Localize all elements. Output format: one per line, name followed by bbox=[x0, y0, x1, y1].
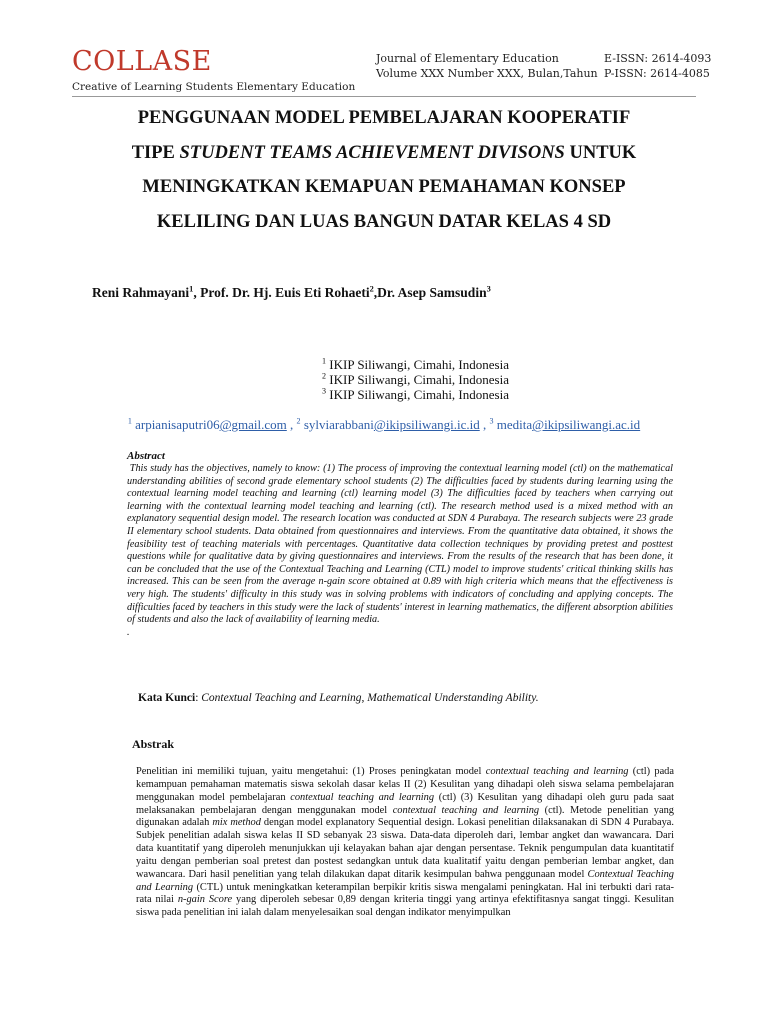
abstrak-italic-3: contextual teaching and learning bbox=[392, 804, 540, 816]
abstract-intro: This study has the objectives, namely to know: bbox=[129, 463, 324, 474]
author-3: ,Dr. Asep Samsudin bbox=[373, 285, 487, 300]
affiliation-1 bbox=[322, 357, 509, 372]
email-2[interactable] bbox=[297, 417, 480, 432]
abstrak-seg-4: (ctl). Metode penelitian yang digunakan adalah bbox=[136, 804, 674, 829]
abstrak-seg-5: dengan model explanatory Sequential design. Lokasi penelitian dilaksanakan di SDN 4 Purabaya. Subjek penelitian adalah siswa kelas II SD sebanyak 23 siswa. Data-data diperoleh dari, lembar angket dan wawancara. Dari data kuantitatif yang diperoleh menunjukkan uji kelayakan bahan ajar dengan persentase. Teknik pengumpulan data kuantitatif yaitu dengan pemberian soal pretest dan postest sedangkan untuk data kualitatif yaitu dengan pemberian lembar angket, dan wawancara. Dari hasil penelitian yang telah dilakukan dapat ditarik kesimpulan bahwa penggunaan model bbox=[136, 817, 675, 880]
header-divider bbox=[72, 96, 696, 97]
abstract-text: (1) The process of improving the contextual learning model (ctl) on the mathematical understanding abilities of second grade elementary school students (2) The difficulties faced by students during learning using the contextual learning model teaching and learning (ctl) learning model (3) The difficulties faced by teachers when carrying out learning with the contextual learning model teaching and learning (ctl). The research method used is a mixed method with an explanatory sequential design model. The research location was conducted at SDN 4 Purabaya. The research subjects were 23 grade II elementary school students. Data obtained from questionnaires and interviews. From the quantitative data obtained, it shows the feasibility test of teaching materials with percentages. Quantitative data collection techniques by providing pretest and posttest questions while for qualitative data by giving questionnaires and interviews. From the results of the research that has been done, it can be concluded that the use of the Contextual Teaching and Learning (CTL) model to improve students' critical thinking skills has increased. This can be seen from the average n-gain score obtained at 0.89 with high criteria which means that the effectiveness is very high. The students' difficulty in this study was in solving problems with indicators of concluding and applying concepts. The difficulties faced by teachers in this study were the lack of students' interest in learning mathematics, the different absorption abilities of students and also the lack of availability of learning media. bbox=[127, 463, 674, 626]
author-list bbox=[92, 285, 491, 301]
email-separator-2: , bbox=[479, 417, 490, 432]
author-3-sup: 3 bbox=[486, 284, 491, 294]
abstrak-seg-2: (ctl) pada kemampuan pemahaman matematis siswa sekolah dasar kelas II (2) Kesulitan yang dihadapi oleh siswa selama pembelajaran menggunakan model pembelajaran bbox=[136, 766, 674, 803]
journal-tagline: Creative of Learning Students Elementary Education bbox=[72, 81, 356, 93]
email-separator-1: , bbox=[286, 417, 297, 432]
author-1: Reni Rahmayani bbox=[92, 285, 190, 300]
pissn: P-ISSN: 2614-4085 bbox=[604, 66, 710, 80]
affiliation-3-text: IKIP Siliwangi, Cimahi, Indonesia bbox=[326, 387, 509, 402]
email-2-num: 2 bbox=[296, 416, 301, 426]
eissn: E-ISSN: 2614-4093 bbox=[604, 52, 712, 65]
affiliation-3-num: 3 bbox=[322, 386, 327, 396]
abstrak-italic-6: n-gain Score bbox=[177, 894, 233, 906]
title-line-2-post: UNTUK bbox=[564, 142, 637, 163]
affiliation-1-num: 1 bbox=[322, 356, 327, 366]
abstrak-seg-3: (ctl) (3) Kesulitan yang dihadapi oleh guru pada saat melaksanakan pembelajaran dengan menggunakan model bbox=[136, 791, 674, 816]
email-3-user: medita bbox=[493, 417, 533, 432]
author-1-sup: 1 bbox=[189, 284, 194, 294]
title-line-2 bbox=[80, 136, 688, 171]
abstrak-seg-7: yang diperoleh sebesar 0,89 dengan kriteria tinggi yang artinya efektifitasnya sangat tinggi. Kesulitan siswa pada penelitian ini ialah dalam menyelesaikan soal dengan indikator menyimpulkan bbox=[136, 894, 674, 919]
issn-info bbox=[604, 52, 711, 81]
title-line-2-italic: STUDENT TEAMS ACHIEVEMENT DIVISONS bbox=[179, 142, 565, 163]
title-line-4: KELILING DAN LUAS BANGUN DATAR KELAS 4 SD bbox=[156, 211, 612, 232]
abstract-heading: Abstract bbox=[127, 450, 165, 462]
affiliation-1-text: IKIP Siliwangi, Cimahi, Indonesia bbox=[326, 357, 509, 372]
email-1-num: 1 bbox=[127, 416, 132, 426]
keywords-value: Contextual Teaching and Learning, Mathematical Understanding Ability. bbox=[201, 692, 539, 704]
affiliation-list bbox=[322, 357, 509, 402]
abstrak-italic-1: contextual teaching and learning bbox=[485, 766, 629, 777]
keywords bbox=[138, 692, 539, 704]
abstrak-italic-4: mix method bbox=[212, 817, 261, 829]
email-1-link[interactable]: @gmail.com bbox=[219, 417, 287, 432]
abstrak-seg-6: (CTL) untuk meningkatkan keterampilan berpikir kritis siswa mengalami peningkatan. Hal ini terbukti dari rata-rata nilai bbox=[136, 881, 674, 906]
email-3[interactable] bbox=[489, 417, 640, 432]
journal-volume: Volume XXX Number XXX, Bulan,Tahun bbox=[376, 66, 598, 80]
email-1-user: arpianisaputri06 bbox=[131, 417, 220, 432]
journal-name: Journal of Elementary Education bbox=[376, 52, 559, 65]
abstrak-italic-5: Contextual Teaching and Learning bbox=[136, 868, 674, 893]
abstract-trailing-dot: . bbox=[127, 626, 130, 638]
title-line-3: MENINGKATKAN KEMAPUAN PEMAHAMAN KONSEP bbox=[142, 177, 626, 197]
journal-info bbox=[376, 52, 598, 81]
email-2-link[interactable]: @ikipsiliwangi.ic.id bbox=[373, 417, 480, 432]
affiliation-2-num: 2 bbox=[322, 371, 327, 381]
affiliation-2-text: IKIP Siliwangi, Cimahi, Indonesia bbox=[326, 372, 509, 387]
journal-brand: COLLASE bbox=[72, 46, 212, 77]
affiliation-2 bbox=[322, 372, 509, 387]
abstrak-heading: Abstrak bbox=[132, 737, 175, 751]
abstrak-seg-1: Penelitian ini memiliki tujuan, yaitu mengetahui: (1) Proses peningkatan model bbox=[136, 766, 486, 777]
author-2: , Prof. Dr. Hj. Euis Eti Rohaeti bbox=[193, 285, 370, 300]
title-line-2-pre: TIPE bbox=[131, 142, 180, 163]
email-3-link[interactable]: @ikipsiliwangi.ac.id bbox=[532, 417, 641, 432]
email-2-user: sylviarabbani bbox=[300, 417, 374, 432]
email-3-num: 3 bbox=[489, 416, 494, 426]
author-2-sup: 2 bbox=[369, 284, 374, 294]
paper-title bbox=[80, 101, 688, 239]
abstrak-italic-2: contextual teaching and learning bbox=[290, 791, 435, 803]
keywords-label: Kata Kunci bbox=[138, 692, 196, 704]
affiliation-3 bbox=[322, 387, 509, 402]
email-list bbox=[0, 417, 768, 433]
abstract-body bbox=[127, 463, 673, 639]
email-1[interactable] bbox=[128, 417, 287, 432]
keywords-colon: : bbox=[195, 692, 202, 704]
abstrak-body bbox=[136, 766, 674, 920]
title-line-1: PENGGUNAAN MODEL PEMBELAJARAN KOOPERATIF bbox=[137, 108, 631, 128]
